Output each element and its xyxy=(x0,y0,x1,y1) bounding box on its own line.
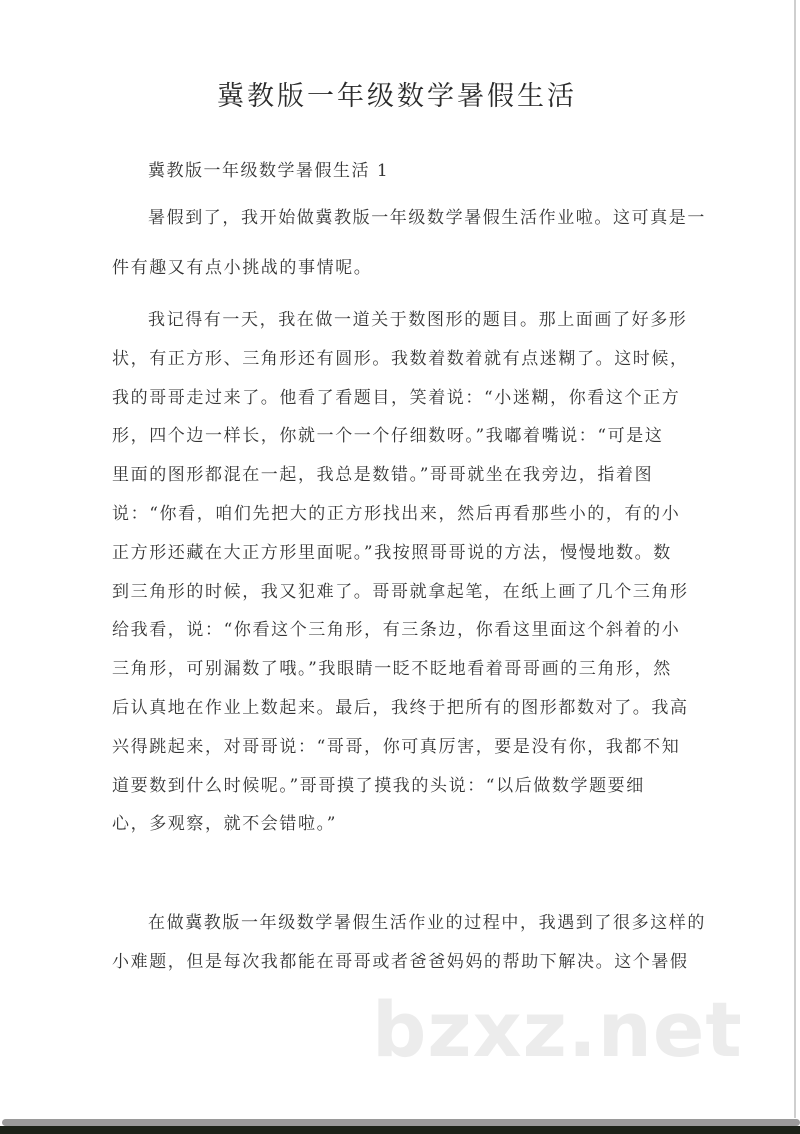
paragraph-line: 正方形还藏在大正方形里面呢。”我按照哥哥说的方法，慢慢地数。数 xyxy=(112,542,672,563)
paragraph-line: 后认真地在作业上数起来。最后，我终于把所有的图形都数对了。我高 xyxy=(112,698,689,718)
paragraph-line: 里面的图形都混在一起，我总是数错。”哥哥就坐在我旁边，指着图 xyxy=(112,465,654,486)
document-subtitle: 冀教版一年级数学暑假生活 1 xyxy=(148,161,390,181)
window-bottom-edge xyxy=(0,1126,800,1134)
paragraph-line: 说：“你看，咱们先把大的正方形找出来，然后再看那些小的，有的小 xyxy=(112,504,681,524)
paragraph-line: 小难题，但是每次我都能在哥哥或者爸爸妈妈的帮助下解决。这个暑假 xyxy=(112,952,689,972)
watermark: bzxz.net xyxy=(372,985,743,1074)
paragraph-line: 给我看，说：“你看这个三角形，有三条边，你看这里面这个斜着的小 xyxy=(112,620,681,641)
paragraph-line: 三角形，可别漏数了哦。”我眼睛一眨不眨地看着哥哥画的三角形，然 xyxy=(112,659,672,680)
paragraph-line: 兴得跳起来，对哥哥说：“哥哥，你可真厉害，要是没有你，我都不知 xyxy=(112,736,681,757)
paragraph-line: 在做冀教版一年级数学暑假生活作业的过程中，我遇到了很多这样的 xyxy=(148,913,706,933)
paragraph-line: 状，有正方形、三角形还有圆形。我数着数着就有点迷糊了。这时候， xyxy=(112,348,689,369)
document-title: 冀教版一年级数学暑假生活 xyxy=(217,81,577,112)
paragraph-line: 件有趣又有点小挑战的事情呢。 xyxy=(112,258,373,278)
paragraph-line: 我记得有一天，我在做一道关于数图形的题目。那上面画了好多形 xyxy=(148,310,688,330)
paragraph-line: 暑假到了，我开始做冀教版一年级数学暑假生活作业啦。这可真是一 xyxy=(148,208,706,228)
paragraph-line: 心，多观察，就不会错啦。” xyxy=(112,814,337,835)
paragraph-line: 到三角形的时候，我又犯难了。哥哥就拿起笔，在纸上画了几个三角形 xyxy=(112,581,689,602)
paragraph-line: 形，四个边一样长，你就一个一个仔细数呀。”我嘟着嘴说：“可是这 xyxy=(112,426,664,447)
paragraph-line: 道要数到什么时候呢。”哥哥摸了摸我的头说：“以后做数学题要细 xyxy=(112,775,645,796)
paragraph-line: 我的哥哥走过来了。他看了看题目，笑着说：“小迷糊，你看这个正方 xyxy=(112,387,681,408)
horizontal-scrollbar[interactable] xyxy=(2,1119,800,1126)
